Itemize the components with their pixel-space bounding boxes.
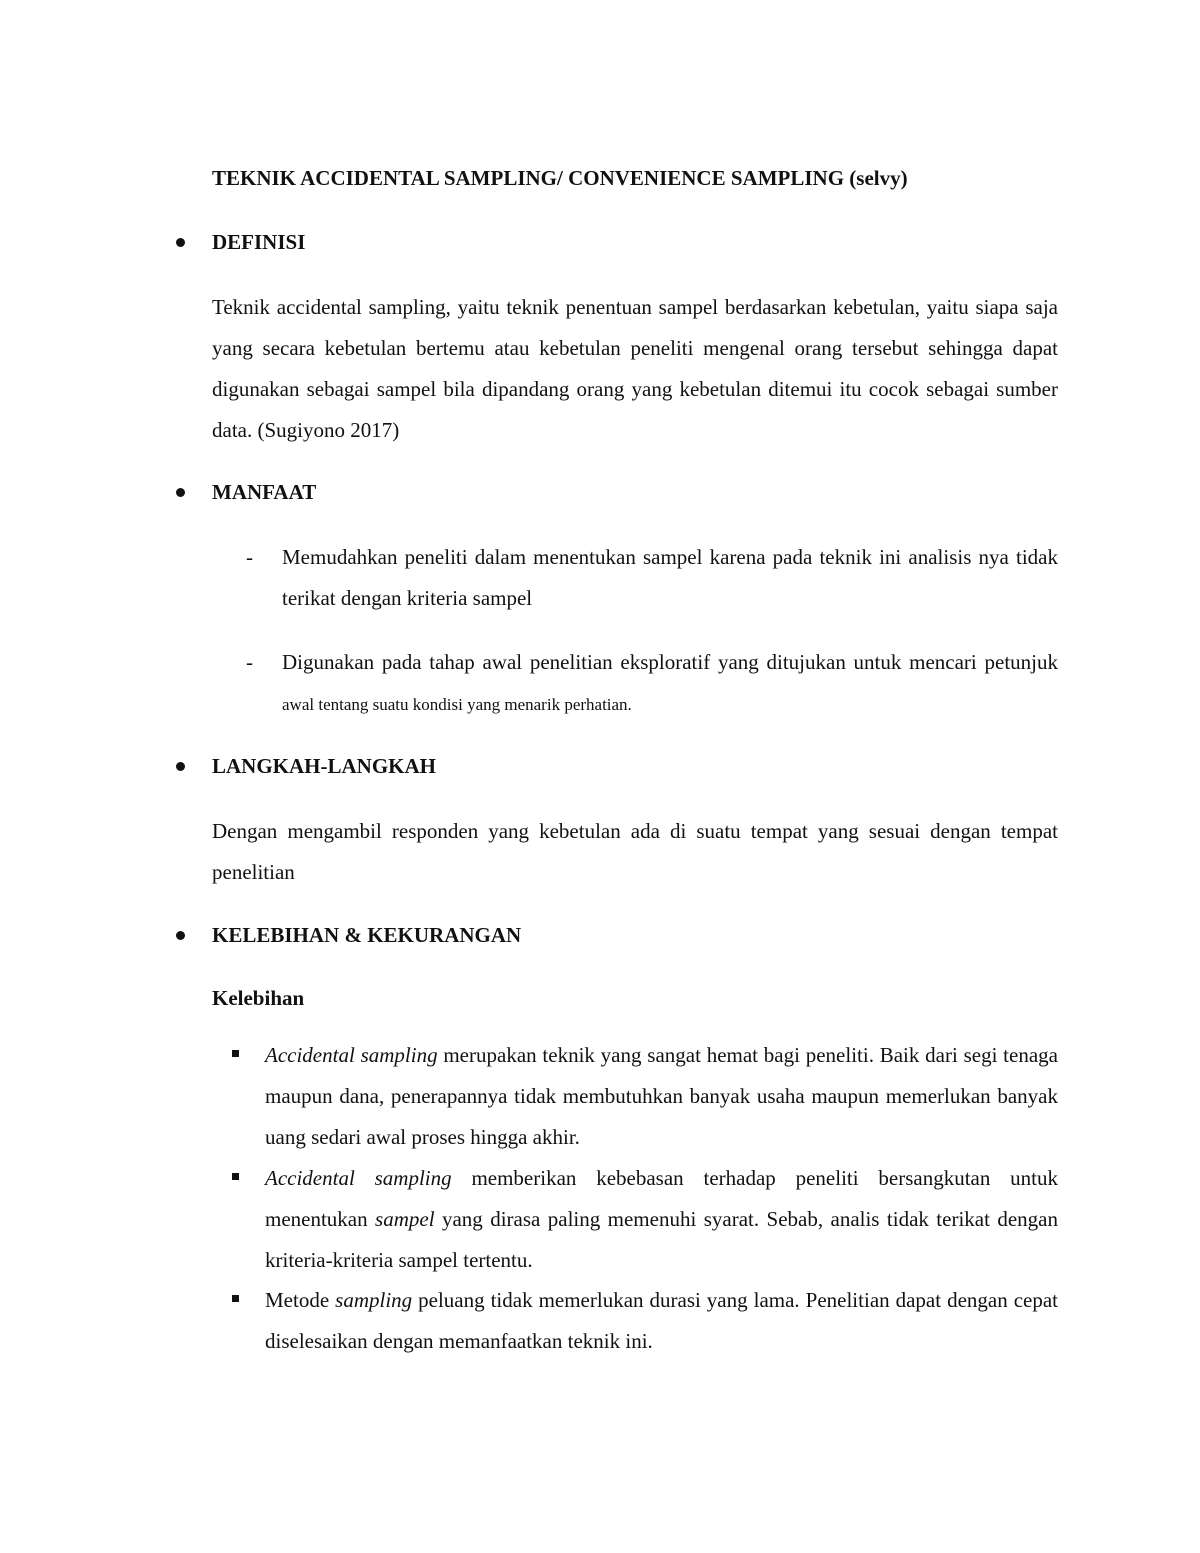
dash-marker: - (246, 650, 253, 674)
manfaat-item-1: Memudahkan peneliti dalam menentukan sampel karena pada teknik ini analisis nya tidak terikat dengan kriteria sampel (282, 545, 1058, 610)
square-bullet-icon (232, 1295, 239, 1302)
definisi-paragraph: Teknik accidental sampling, yaitu teknik penentuan sampel berdasarkan kebetulan, yaitu siapa saja yang secara kebetulan bertemu atau kebetulan peneliti mengenal orang tersebut sehingga dapat digunakan sebagai sampel bila dipandang orang yang kebetulan ditemui itu cocok sebagai sumber data. (Sugiyono 2017) (212, 295, 1058, 442)
heading-manfaat: MANFAAT (212, 480, 317, 504)
square-bullet-icon (232, 1173, 239, 1180)
kelebihan-item-1-text: merupakan teknik yang sangat hemat bagi peneliti. Baik dari segi tenaga maupun dana, penerapannya tidak membutuhkan banyak usaha maupun memerlukan banyak uang sedari awal proses hingga akhir. (265, 1043, 1058, 1149)
kelebihan-item-1 (265, 1035, 1058, 1158)
bullet-icon (176, 488, 185, 497)
kelebihan-item-3-pre: Metode (265, 1288, 336, 1312)
kelebihan-item-2 (265, 1158, 1058, 1281)
kelebihan-item-1-italic: Accidental sampling (265, 1043, 438, 1067)
kelebihan-item-3 (265, 1280, 1058, 1362)
kelebihan-item-2-italic-b: sampel (375, 1207, 435, 1231)
bullet-icon (176, 762, 185, 771)
bullet-icon (176, 238, 185, 247)
square-bullet-icon (232, 1050, 239, 1057)
manfaat-item-2 (282, 642, 1058, 725)
document-title: TEKNIK ACCIDENTAL SAMPLING/ CONVENIENCE SAMPLING (selvy) (212, 166, 908, 190)
kelebihan-item-2-italic: Accidental sampling (265, 1166, 452, 1190)
kelebihan-item-2-text-b: yang dirasa paling memenuhi syarat. Sebab, analis tidak terikat dengan kriteria-kriteria sampel tertentu. (265, 1207, 1058, 1272)
heading-kelebihan-kekurangan: KELEBIHAN & KEKURANGAN (212, 923, 522, 947)
kelebihan-item-2-text-a: memberikan kebebasan terhadap peneliti bersangkutan untuk menentukan (265, 1166, 1058, 1231)
manfaat-item-2-text: Digunakan pada tahap awal penelitian eksploratif yang ditujukan untuk mencari petunjuk (282, 650, 1058, 674)
heading-definisi: DEFINISI (212, 230, 306, 254)
bullet-icon (176, 931, 185, 940)
subheading-kelebihan: Kelebihan (212, 986, 305, 1010)
kelebihan-item-3-text: peluang tidak memerlukan durasi yang lama. Penelitian dapat dengan cepat diselesaikan dengan memanfaatkan teknik ini. (265, 1288, 1058, 1353)
kelebihan-item-3-italic: sampling (335, 1288, 413, 1312)
langkah-paragraph: Dengan mengambil responden yang kebetulan ada di suatu tempat yang sesuai dengan tempat penelitian (212, 819, 1058, 884)
manfaat-item-2-small-text: awal tentang suatu kondisi yang menarik perhatian. (282, 695, 632, 714)
dash-marker: - (246, 545, 253, 569)
heading-langkah: LANGKAH-LANGKAH (212, 754, 437, 778)
